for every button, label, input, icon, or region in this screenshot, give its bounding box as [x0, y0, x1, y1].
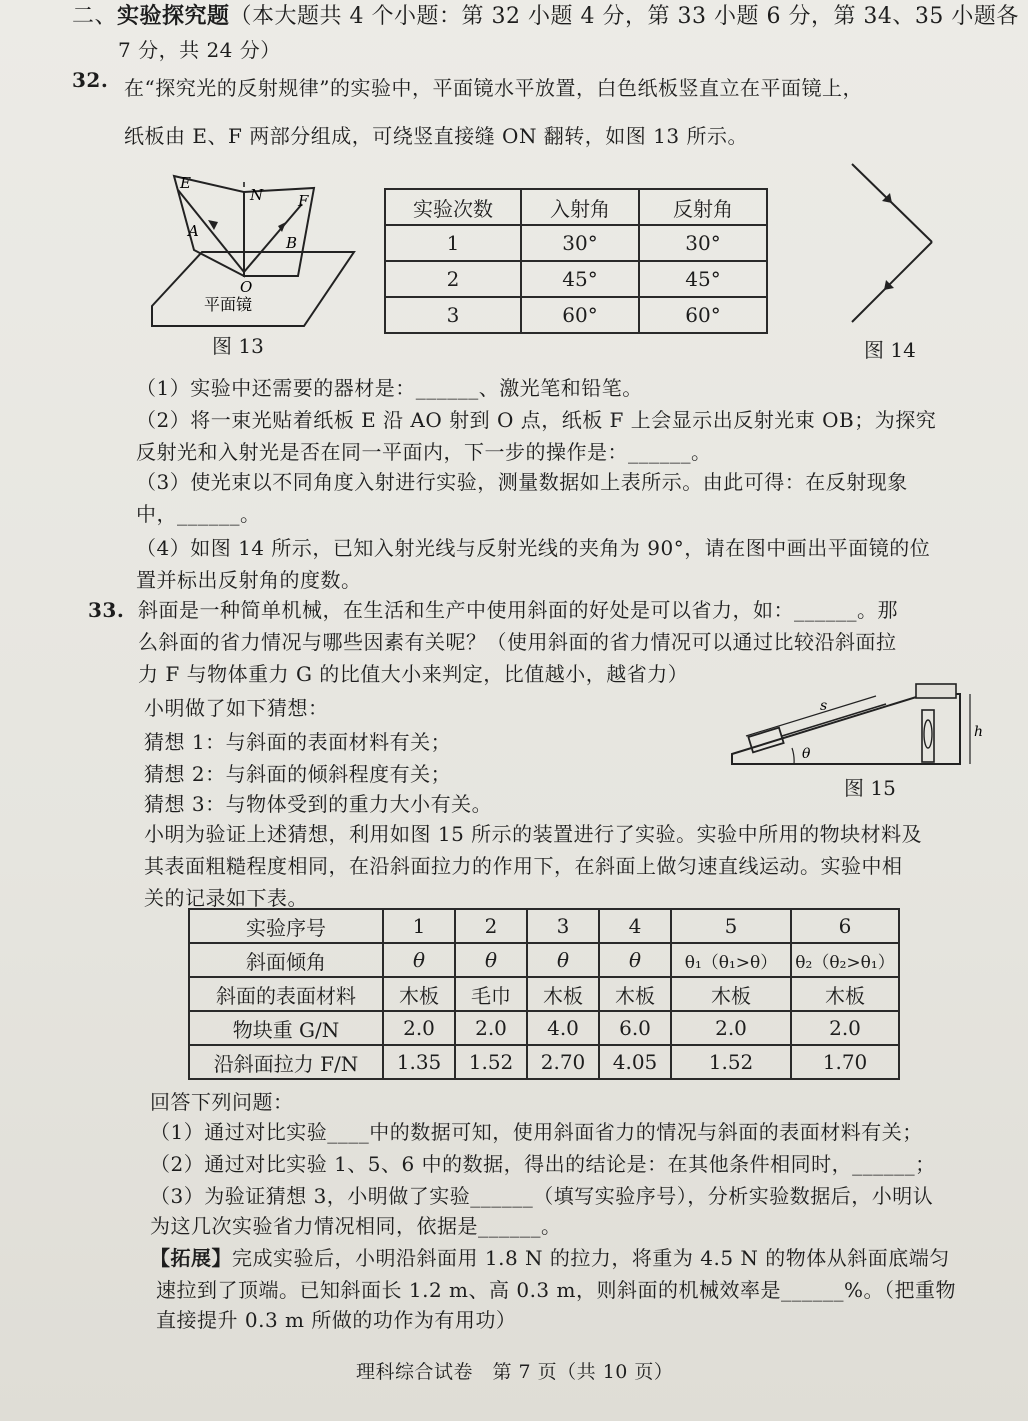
- table-cell: 2: [455, 909, 527, 943]
- table-cell: 斜面的表面材料: [189, 977, 383, 1011]
- top-block: [916, 684, 956, 698]
- table-cell: 45°: [639, 261, 767, 297]
- incline: [732, 694, 960, 764]
- table-cell: 60°: [639, 297, 767, 333]
- table-cell: θ: [599, 943, 671, 977]
- label-mirror: 平面镜: [204, 295, 253, 314]
- table-cell: θ: [527, 943, 599, 977]
- table-cell: 30°: [639, 225, 767, 261]
- figure-13-caption: 图 13: [212, 334, 264, 358]
- figure-14: [846, 160, 946, 330]
- section-note: （本大题共 4 个小题：第 32 小题 4 分，第 33 小题 6 分，第 34、35 小题各: [229, 4, 1019, 29]
- q33-guess-3: 猜想 3：与物体受到的重力大小有关。: [144, 792, 493, 816]
- table-cell: 1.52: [455, 1045, 527, 1079]
- extension-text-1: 完成实验后，小明沿斜面用 1.8 N 的拉力，将重为 4.5 N 的物体从斜面底端匀: [232, 1246, 950, 1270]
- table-cell: 2: [385, 261, 521, 297]
- table-cell: 2.70: [527, 1045, 599, 1079]
- q32-part-4a: （4）如图 14 所示，已知入射光线与反射光线的夹角为 90°，请在图中画出平面镜的位: [136, 536, 931, 560]
- q33-answer-2: （2）通过对比实验 1、5、6 中的数据，得出的结论是：在其他条件相同时，______；: [150, 1152, 936, 1176]
- q33-answer-intro: 回答下列问题：: [150, 1090, 294, 1114]
- table-cell: θ: [455, 943, 527, 977]
- mirror-base: [152, 252, 354, 326]
- q33-answer-3a: （3）为验证猜想 3，小明做了实验______（填写实验序号），分析实验数据后，小明认: [150, 1184, 934, 1208]
- label-h: h: [974, 724, 984, 740]
- q32-part-4b: 置并标出反射角的度数。: [136, 568, 362, 592]
- figure-15-caption: 图 15: [844, 776, 896, 800]
- label-s: s: [820, 698, 828, 714]
- section-note-2: 7 分，共 24 分）: [118, 38, 281, 62]
- label-e: E: [180, 174, 191, 192]
- q33-stem-2: 么斜面的省力情况与哪些因素有关呢？（使用斜面的省力情况可以通过比较沿斜面拉: [138, 630, 897, 654]
- incline-table: [188, 908, 900, 1080]
- table-cell: 4.0: [527, 1011, 599, 1045]
- th-incidence: 入射角: [521, 189, 639, 225]
- q32-part-1: （1）实验中还需要的器材是：______、激光笔和铅笔。: [136, 376, 643, 400]
- q32-stem-2: 纸板由 E、F 两部分组成，可绕竖直接缝 ON 翻转，如图 13 所示。: [124, 124, 748, 148]
- table-cell: 2.0: [383, 1011, 455, 1045]
- table-cell: 物块重 G/N: [189, 1011, 383, 1045]
- q33-guess-1: 猜想 1：与斜面的表面材料有关；: [144, 730, 452, 754]
- section-title: 实验探究题: [117, 3, 230, 29]
- table-cell: 5: [671, 909, 791, 943]
- table-cell: 45°: [521, 261, 639, 297]
- label-theta: θ: [802, 746, 811, 762]
- table-cell: 实验序号: [189, 909, 383, 943]
- table-cell: 沿斜面拉力 F/N: [189, 1045, 383, 1079]
- table-cell: 斜面倾角: [189, 943, 383, 977]
- table-cell: 2.0: [671, 1011, 791, 1045]
- table-cell: 4: [599, 909, 671, 943]
- page-footer: 理科综合试卷 第 7 页（共 10 页）: [356, 1361, 674, 1383]
- q32-part-3a: （3）使光束以不同角度入射进行实验，测量数据如上表所示。由此可得：在反射现象: [136, 470, 908, 494]
- q33-extension-2: 速拉到了顶端。已知斜面长 1.2 m、高 0.3 m，则斜面的机械效率是______%。（把重物: [156, 1278, 956, 1302]
- q33-stem-1: 斜面是一种简单机械，在生活和生产中使用斜面的好处是可以省力，如：______。那: [138, 598, 898, 622]
- section-header: [72, 2, 1019, 31]
- q33-stem-7: 关的记录如下表。: [144, 886, 308, 910]
- table-cell: 1: [383, 909, 455, 943]
- q33-number: 33.: [88, 598, 125, 622]
- table-cell: 1.52: [671, 1045, 791, 1079]
- label-f: F: [298, 192, 309, 210]
- table-cell: 30°: [521, 225, 639, 261]
- q32-part-3b: 中，______。: [136, 502, 261, 526]
- table-cell: 6: [791, 909, 899, 943]
- table-cell: θ₂（θ₂>θ₁）: [791, 943, 899, 977]
- q32-part-2a: （2）将一束光贴着纸板 E 沿 AO 射到 O 点，纸板 F 上会显示出反射光束 OB；为探究: [136, 408, 937, 432]
- table-cell: 4.05: [599, 1045, 671, 1079]
- section-number: 二、: [72, 4, 118, 29]
- label-o: O: [240, 278, 253, 296]
- q33-answer-3b: 为这几次实验省力情况相同，依据是______。: [150, 1214, 562, 1238]
- q33-extension-1: [150, 1244, 950, 1272]
- q33-answer-1: （1）通过对比实验____中的数据可知，使用斜面省力的情况与斜面的表面材料有关；: [150, 1120, 923, 1144]
- table-cell: 木板: [671, 977, 791, 1011]
- table-cell: 木板: [791, 977, 899, 1011]
- table-cell: 1.35: [383, 1045, 455, 1079]
- q33-stem-3: 力 F 与物体重力 G 的比值大小来判定，比值越小，越省力）: [138, 662, 689, 686]
- q33-guess-intro: 小明做了如下猜想：: [144, 696, 329, 720]
- table-cell: 3: [385, 297, 521, 333]
- angle-arc: [792, 748, 794, 764]
- table-cell: θ: [383, 943, 455, 977]
- q32-number: 32.: [72, 68, 109, 92]
- label-n: N: [250, 186, 264, 204]
- q32-stem-1: 在“探究光的反射规律”的实验中，平面镜水平放置，白色纸板竖直立在平面镜上，: [124, 76, 863, 100]
- q32-part-2b: 反射光和入射光是否在同一平面内，下一步的操作是：______。: [136, 440, 712, 464]
- ray-lower: [852, 242, 932, 322]
- table-cell: 1: [385, 225, 521, 261]
- table-cell: 木板: [383, 977, 455, 1011]
- table-cell: 60°: [521, 297, 639, 333]
- table-cell: 木板: [599, 977, 671, 1011]
- table-cell: 1.70: [791, 1045, 899, 1079]
- q33-stem-5: 小明为验证上述猜想，利用如图 15 所示的装置进行了实验。实验中所用的物块材料及: [144, 822, 923, 846]
- table-cell: 木板: [527, 977, 599, 1011]
- extension-tag: 【拓展】: [150, 1246, 232, 1270]
- figure-15: [726, 676, 996, 776]
- q33-guess-2: 猜想 2：与斜面的倾斜程度有关；: [144, 762, 452, 786]
- label-a: A: [188, 222, 199, 240]
- table-cell: 毛巾: [455, 977, 527, 1011]
- q33-stem-6: 其表面粗糙程度相同，在沿斜面拉力的作用下，在斜面上做匀速直线运动。实验中相: [144, 854, 903, 878]
- table-cell: 3: [527, 909, 599, 943]
- table-cell: θ₁（θ₁>θ）: [671, 943, 791, 977]
- table-cell: 2.0: [791, 1011, 899, 1045]
- table-cell: 6.0: [599, 1011, 671, 1045]
- th-trial: 实验次数: [385, 189, 521, 225]
- th-reflection: 反射角: [639, 189, 767, 225]
- table-cell: 2.0: [455, 1011, 527, 1045]
- figure-14-caption: 图 14: [864, 338, 916, 362]
- q33-extension-3: 直接提升 0.3 m 所做的功作为有用功）: [156, 1308, 517, 1332]
- reflection-table: [384, 188, 768, 334]
- support-hole: [924, 720, 932, 748]
- label-b: B: [286, 234, 298, 252]
